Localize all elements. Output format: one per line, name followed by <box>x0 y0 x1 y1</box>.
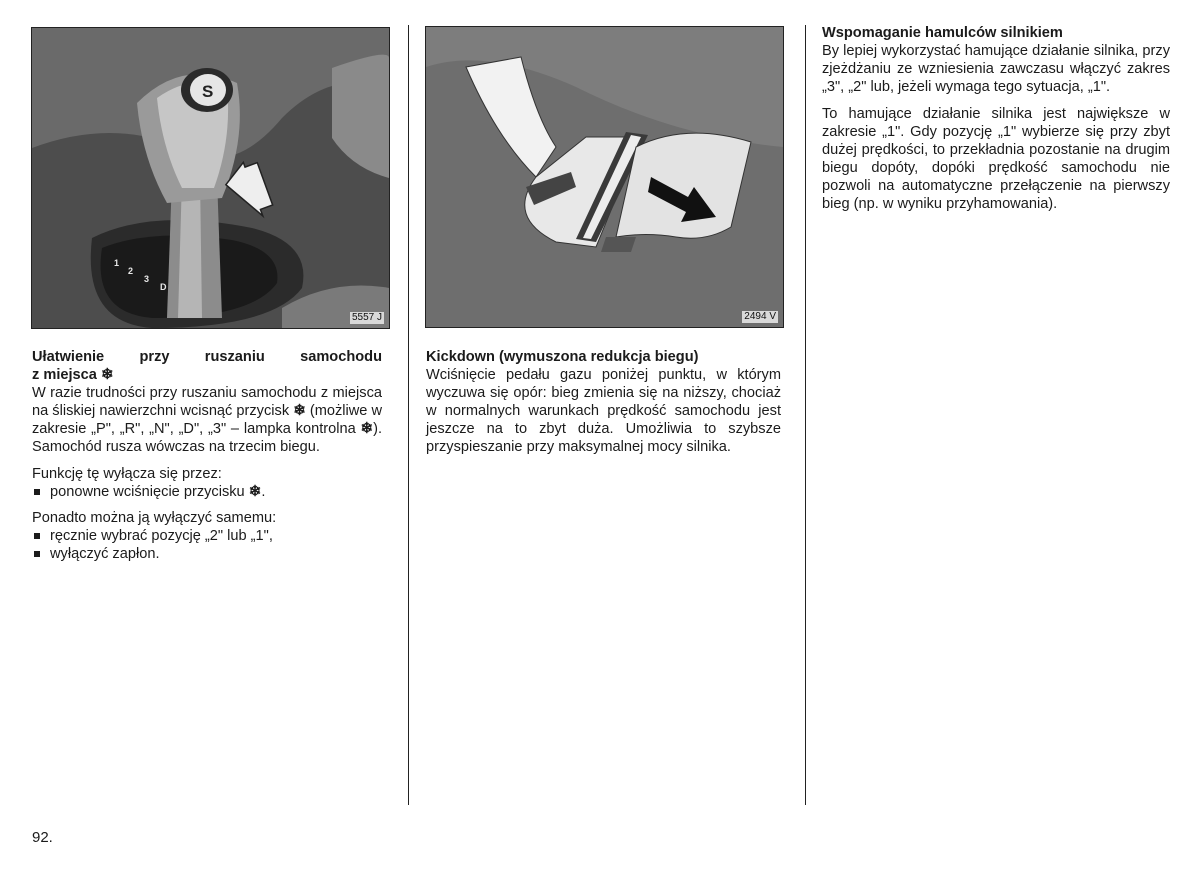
svg-text:2: 2 <box>128 266 134 276</box>
figure-code: 2494 V <box>744 311 776 322</box>
snowflake-icon: ❄ <box>293 402 306 419</box>
svg-text:D: D <box>160 282 167 292</box>
middle-column <box>426 348 781 465</box>
kickdown-figure <box>425 26 784 328</box>
section-heading: Kickdown (wymuszona redukcja biegu) <box>426 349 699 365</box>
list-item: ręcznie wybrać pozycję „2" lub „1", <box>32 527 382 545</box>
column-rule-right <box>805 25 806 805</box>
section-heading-cont <box>32 366 382 384</box>
gear-selector-illustration <box>32 28 389 328</box>
snowflake-icon: ❄ <box>248 483 262 500</box>
body-paragraph: To hamujące działanie silnika jest największe w zakresie „1". Gdy pozycję „1" wybierze się przy zbyt dużej prędkości, to przekładnia pozostanie na drugim biegu dopóty, dopóki prędkość samochodu nie pozwoli na automatyczne przełączenie na pierwszy bieg (np. w wyniku przyhamowania). <box>822 106 1170 212</box>
body-text: ). Samochód rusza wówczas na trzecim biegu. <box>32 421 382 455</box>
list-item: wyłączyć zapłon. <box>32 545 382 563</box>
left-column <box>32 348 382 571</box>
figure-code: 5557 J <box>351 312 382 323</box>
list-item-text: ponowne wciśnięcie przycisku <box>50 484 245 500</box>
kickdown-pedal-illustration <box>426 27 783 327</box>
right-column <box>822 24 1170 222</box>
body-paragraph: By lepiej wykorzystać hamujące działanie silnika, przy zjeżdżaniu ze wzniesienia zawczasu włączyć zakres „3", „2" lub, jeżeli wymaga tego sytuacja, „1". <box>822 43 1170 95</box>
list-item: ponowne wciśnięcie przycisku ❄. <box>32 483 382 501</box>
manual-intro: Ponadto można ją wyłączyć samemu: <box>32 510 277 526</box>
gear-selector-figure <box>31 27 390 329</box>
manual-list <box>32 527 382 563</box>
page-number: 92. <box>32 829 53 846</box>
svg-text:3: 3 <box>144 274 150 284</box>
svg-text:1: 1 <box>114 258 120 268</box>
snowflake-icon: ❄ <box>100 366 114 383</box>
column-rule-left <box>408 25 409 805</box>
body-text: (możliwe w zakresie „P", „R", „N", „D", „3" – lampka kontrolna <box>32 403 382 437</box>
off-list <box>32 483 382 501</box>
section-heading: Ułatwienie przy ruszaniu samochodu <box>32 349 382 365</box>
heading-text: z miejsca <box>32 367 97 383</box>
body-paragraph <box>32 384 382 456</box>
svg-text:S: S <box>202 82 214 101</box>
body-paragraph: Wciśnięcie pedału gazu poniżej punktu, w którym wyczuwa się opór: bieg zmienia się na niższy, chociaż w normalnych warunkach prędkość samochodu jest jeszcze na to zbyt duża. Umożliwia to szybsze przyspieszanie przy maksymalnej mocy silnika. <box>426 367 781 455</box>
snowflake-icon: ❄ <box>360 420 374 437</box>
off-intro: Funkcję tę wyłącza się przez: <box>32 466 222 482</box>
body-text: W razie trudności przy ruszaniu samochodu z miejsca na śliskiej nawierzchni wcisnąć przycisk <box>32 385 382 419</box>
section-heading: Wspomaganie hamulców silnikiem <box>822 25 1063 41</box>
